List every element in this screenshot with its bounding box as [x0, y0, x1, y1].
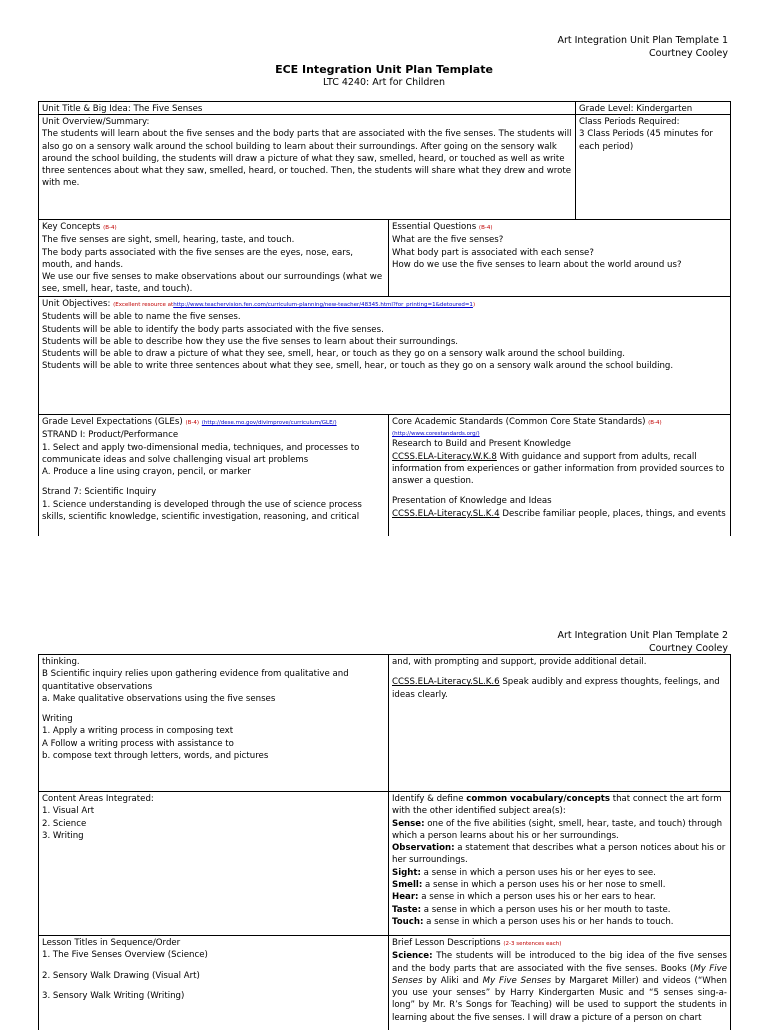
- ccss-text-3: Speak audibly and express thoughts, feelings, and ideas clearly.: [392, 677, 720, 700]
- desc-text: The students will be introduced to the big idea of the five senses and the body parts that are associated with the five senses. Books (: [392, 951, 727, 974]
- page-2: [0, 624, 768, 1024]
- header-line-1: Art Integration Unit Plan Template 2: [557, 630, 728, 641]
- gle-link[interactable]: (http://dese.mo.gov/divimprove/curriculum/GLE/): [201, 420, 337, 426]
- ccss-heading-1: Research to Build and Present Knowledge: [392, 439, 571, 450]
- science-label: Science:: [392, 951, 433, 962]
- vocab-term: Sight:: [392, 867, 421, 878]
- ccss-text-2: Describe familiar people, places, things, and events: [499, 508, 726, 519]
- book-title: My Five Senses: [392, 963, 728, 986]
- essential-questions-cell: [388, 219, 731, 297]
- page-gap: [0, 575, 768, 624]
- gle-cont-line: thinking.: [42, 657, 80, 667]
- vocab-item: [392, 904, 727, 916]
- running-header: [557, 34, 728, 60]
- ccss-code-2[interactable]: CCSS.ELA-Literacy.SL.K.4: [392, 508, 500, 519]
- vocab-term: Touch:: [392, 916, 424, 927]
- overview-cell: [38, 114, 576, 220]
- key-concept: The five senses are sight, smell, hearing, taste, and touch.: [42, 235, 295, 246]
- objectives-cell: [38, 296, 731, 415]
- unit-title-cell: [38, 101, 576, 115]
- key-concepts-cell: [38, 219, 389, 297]
- vocab-rest: that connect the art form with the other identified subject area(s):: [392, 794, 722, 817]
- key-concepts-label: Key Concepts: [42, 222, 101, 232]
- ccss-note: (B-4): [648, 420, 662, 426]
- gle-line: 1. Select and apply two-dimensional media, techniques, and processes to communicate ideas and solve challenging visual art problems: [42, 442, 360, 465]
- gle-strand7-text: 1. Science understanding is developed through the use of science process skills, scientific knowledge, scientific investigation, reasoning, and critical: [42, 499, 362, 523]
- ccss-continued-cell: [388, 654, 731, 792]
- header-line-2: Courtney Cooley: [649, 48, 728, 59]
- lesson-descriptions-cell: [388, 935, 731, 1030]
- eq-label: Essential Questions: [392, 222, 477, 232]
- ccss-text-1: With guidance and support from adults, recall information from experiences or gather information from provided sources to answer a question.: [392, 451, 725, 487]
- ccss-link[interactable]: (http://www.corestandards.org/): [392, 431, 480, 438]
- objective: Students will be able to describe how they use the five senses to learn about their surroundings.: [42, 336, 459, 347]
- vocab-item: [392, 891, 727, 903]
- vocab-term: Hear:: [392, 892, 419, 903]
- grade-level-cell: [575, 101, 731, 115]
- gle-line: STRAND I: Product/Performance: [42, 430, 179, 441]
- vocab-intro: Identify & define: [392, 794, 467, 804]
- vocab-def: a sense in which a person uses his or her eyes to see.: [420, 867, 656, 878]
- ccss-heading-2: Presentation of Knowledge and Ideas: [392, 496, 552, 507]
- vocab-def: a statement that describes what a person notices about his or her surroundings.: [392, 843, 726, 866]
- header-line-1: Art Integration Unit Plan Template 1: [557, 35, 728, 46]
- vocab-term: Smell:: [392, 880, 423, 891]
- desc-label: Brief Lesson Descriptions: [392, 938, 501, 948]
- vocab-def: a sense in which a person uses his or her hands to touch.: [423, 916, 674, 927]
- lessons-label: Lesson Titles in Sequence/Order: [42, 938, 181, 948]
- essential-question: What are the five senses?: [392, 235, 504, 246]
- desc-text: by Margaret Miller) and videos (“When you use your senses” by Harry Kindergarten Music and “5 senses sing-a-long” by Mr. R’s Songs for Teaching) will be used to support the students in learning about the five senses. I will draw a picture of a person on chart: [392, 975, 727, 1023]
- key-concepts-note: (B-4): [103, 225, 117, 231]
- science-description: [392, 950, 727, 1024]
- objectives-note-end: ): [472, 302, 476, 308]
- gle-line: A. Produce a line using crayon, pencil, or marker: [42, 467, 251, 478]
- document-subtitle: LTC 4240: Art for Children: [322, 77, 446, 88]
- writing-line: 1. Apply a writing process in composing text: [42, 726, 234, 737]
- writing-line: b. compose text through letters, words, and pictures: [42, 751, 269, 762]
- header-line-2: Courtney Cooley: [649, 643, 728, 654]
- content-areas-label: Content Areas Integrated:: [42, 794, 154, 804]
- objectives-link[interactable]: http://www.teachervision.fen.com/curriculum-planning/new-teacher/48345.html?for_printing=1&detoured=1: [173, 302, 473, 308]
- vocab-item: [392, 916, 727, 928]
- ccss-cell: [388, 414, 731, 536]
- vocab-def: one of the five abilities (sight, smell, hear, taste, and touch) through which a person learns about his or her surroundings.: [392, 818, 723, 841]
- objective: Students will be able to draw a picture of what they see, smell, hear, or touch as they go on a sensory walk around the school building.: [42, 349, 626, 360]
- vocab-def: a sense in which a person uses his or her ears to hear.: [418, 892, 656, 903]
- periods-text: 3 Class Periods (45 minutes for each period): [579, 129, 713, 152]
- ccss-code-1[interactable]: CCSS.ELA-Literacy.W.K.8: [392, 451, 497, 462]
- periods-cell: [575, 114, 731, 220]
- content-areas-cell: [38, 791, 389, 936]
- overview-text: The students will learn about the five senses and the body parts that are associated with the five senses. The students will also go on a sensory walk around the school building to learn about their surroundings. After going on the sensory walk around the school building, the students will draw a picture of what they saw, smelled, heard, or touched as well as write three sentences about what they saw, smelled, heard, or touched. Then, the students will share what they drew and wrote with me.: [42, 129, 572, 189]
- vocab-term: Observation:: [392, 843, 455, 854]
- running-header: [557, 629, 728, 655]
- vocab-item: [392, 818, 727, 843]
- lesson-title: 3. Sensory Walk Writing (Writing): [42, 990, 185, 1001]
- objectives-note: (Excellent resource at: [113, 302, 174, 308]
- key-concept: We use our five senses to make observations about our surroundings (what we see, smell, hear, taste, and touch).: [42, 272, 383, 295]
- objective: Students will be able to name the five senses.: [42, 312, 241, 323]
- vocab-term: Sense:: [392, 818, 425, 829]
- gle-cont-line: B Scientific inquiry relies upon gathering evidence from qualitative and quantitative observations: [42, 669, 349, 692]
- writing-line: Writing: [42, 714, 73, 725]
- unit-title: Unit Title & Big Idea: The Five Senses: [42, 104, 203, 114]
- essential-question: What body part is associated with each sense?: [392, 247, 594, 258]
- ccss-code-3[interactable]: CCSS.ELA-Literacy.SL.K.6: [392, 677, 500, 688]
- lesson-title: 1. The Five Senses Overview (Science): [42, 950, 208, 961]
- ccss-cont: and, with prompting and support, provide additional detail.: [392, 657, 647, 667]
- vocab-def: a sense in which a person uses his or her nose to smell.: [422, 880, 666, 891]
- grade-level: Grade Level: Kindergarten: [579, 104, 693, 114]
- lesson-titles-cell: [38, 935, 389, 1030]
- periods-label: Class Periods Required:: [579, 117, 680, 127]
- desc-text: by Aliki and: [422, 975, 483, 986]
- gle-strand7: Strand 7: Scientific Inquiry: [42, 487, 157, 498]
- vocabulary-cell: [388, 791, 731, 936]
- vocab-def: a sense in which a person uses his or her mouth to taste.: [421, 904, 671, 915]
- key-concept: The body parts associated with the five senses are the eyes, nose, ears, mouth, and hands.: [42, 247, 354, 270]
- overview-label: Unit Overview/Summary:: [42, 117, 150, 127]
- writing-line: A Follow a writing process with assistance to: [42, 738, 234, 749]
- vocab-bold: common vocabulary/concepts: [466, 794, 610, 804]
- gle-cell: [38, 414, 389, 536]
- content-area: 2. Science: [42, 818, 87, 829]
- ccss-label: Core Academic Standards (Common Core State Standards): [392, 417, 646, 427]
- lesson-title: 2. Sensory Walk Drawing (Visual Art): [42, 970, 200, 981]
- gle-label: Grade Level Expectations (GLEs): [42, 417, 183, 427]
- vocab-item: [392, 879, 727, 891]
- objectives-label: Unit Objectives:: [42, 299, 111, 309]
- vocab-term: Taste:: [392, 904, 422, 915]
- document-title: ECE Integration Unit Plan Template: [275, 63, 493, 76]
- book-title: My Five Senses: [482, 975, 552, 986]
- gle-cont-line: a. Make qualitative observations using the five senses: [42, 693, 276, 704]
- objective: Students will be able to identify the body parts associated with the five senses.: [42, 324, 384, 335]
- eq-note: (B-4): [478, 225, 493, 231]
- content-area: 1. Visual Art: [42, 806, 95, 817]
- content-area: 3. Writing: [42, 830, 84, 841]
- gle-continued-cell: [38, 654, 389, 792]
- vocab-item: [392, 842, 727, 867]
- objective: Students will be able to write three sentences about what they see, smell, hear, or touch as they go on a sensory walk around the school building.: [42, 361, 674, 372]
- essential-question: How do we use the five senses to learn about the world around us?: [392, 259, 682, 270]
- gle-note: (B-4): [185, 420, 199, 426]
- desc-note: (2-3 sentences each): [503, 941, 562, 947]
- vocab-item: [392, 867, 727, 879]
